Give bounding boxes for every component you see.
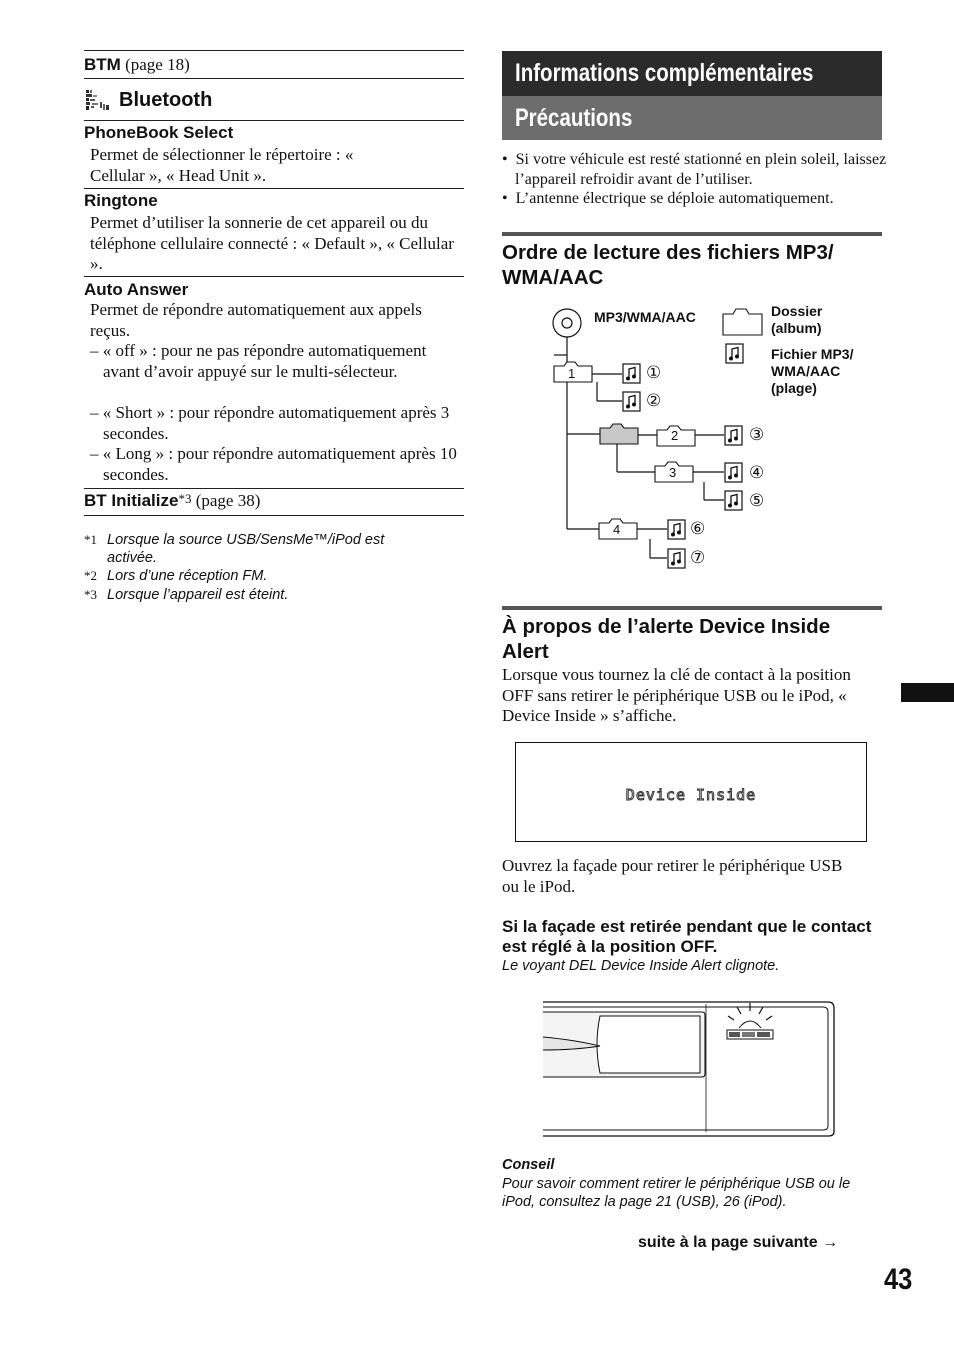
section-title: Précautions [515, 104, 633, 132]
phonebook-term: PhoneBook Select [84, 123, 234, 142]
folder-number: 4 [613, 522, 621, 537]
music-file-icon [725, 463, 742, 482]
footnote-text: Lorsque l’appareil est éteint. [107, 587, 289, 603]
track-number: ⑦ [690, 548, 706, 567]
legend-file-line: (plage) [771, 380, 817, 396]
continued-note [638, 1234, 838, 1252]
legend-folder-icon [723, 309, 762, 335]
arrow-right-icon: → [822, 1234, 839, 1251]
footnote-ref: *3 [178, 491, 192, 506]
page-number: 43 [884, 1263, 913, 1296]
diagram-root-label: MP3/WMA/AAC [594, 309, 696, 325]
footnote-mark: *2 [84, 568, 97, 583]
footnote [84, 567, 464, 585]
track-number: ② [646, 391, 662, 410]
auto-answer-term: Auto Answer [84, 280, 189, 299]
auto-answer-option: – « off » : pour ne pas répondre automatiquement avant d’avoir appuyé sur le multi-sélecteur. [90, 341, 427, 381]
faceplate-subheading: Si la façade est retirée pendant que le contact est réglé à la position OFF. [502, 917, 872, 956]
section-rule [502, 606, 882, 610]
ringtone-term: Ringtone [84, 191, 158, 210]
after-lcd-text: Ouvrez la façade pour retirer le périphérique USB ou le iPod. [502, 856, 843, 896]
section-rule [502, 232, 882, 236]
bt-initialize-entry [84, 491, 260, 511]
legend-file-line: Fichier MP3/ [771, 346, 854, 362]
track-number: ⑥ [690, 519, 706, 538]
rule [84, 488, 464, 489]
legend-file-label [771, 346, 853, 397]
lcd-display [515, 742, 867, 842]
bullet-item: • Si votre véhicule est resté stationné en plein soleil, laissez l’appareil refroidir avant de l’utiliser. [502, 151, 887, 188]
tip-title: Conseil [502, 1157, 555, 1173]
head-unit-illustration [540, 998, 840, 1140]
footnote [84, 586, 464, 604]
bluetooth-icon [86, 90, 110, 117]
folder-number: 3 [669, 465, 677, 480]
bullet-text: L’antenne électrique se déploie automatiquement. [515, 190, 834, 207]
rule [84, 78, 464, 79]
track-number: ① [646, 363, 662, 382]
bullet-item: • L’antenne électrique se déploie automatiquement. [502, 190, 834, 207]
mp3-order-heading: Ordre de lecture des fichiers MP3/ WMA/AAC [502, 241, 834, 289]
thumb-index-tab [901, 683, 954, 702]
faceplate-subtext: Le voyant DEL Device Inside Alert clignote. [502, 958, 780, 974]
playback-order-diagram [540, 300, 890, 585]
footnote-text: Lors d’une réception FM. [107, 568, 268, 584]
legend-folder-line: (album) [771, 320, 822, 336]
alert-body: Lorsque vous tournez la clé de contact à la position OFF sans retirer le périphérique USB ou le iPod, « Device Inside » s’affiche. [502, 665, 851, 725]
rule [84, 50, 464, 51]
music-file-icon [623, 392, 640, 411]
folder-number: 1 [568, 366, 576, 381]
lcd-text: Device Inside [625, 786, 757, 804]
legend-folder-label [771, 303, 822, 337]
auto-answer-desc: Permet de répondre automatiquement aux appels reçus. [90, 300, 422, 340]
rule [84, 120, 464, 121]
auto-answer-option: – « Long » : pour répondre automatiquement après 10 secondes. [90, 444, 457, 484]
btm-ref: (page 18) [120, 55, 190, 74]
bluetooth-heading: Bluetooth [119, 89, 213, 111]
alert-heading: À propos de l’alerte Device Inside Alert [502, 615, 831, 663]
bt-initialize-ref: (page 38) [191, 491, 261, 510]
rule [84, 276, 464, 277]
auto-answer-option: – « Short » : pour répondre automatiquement après 3 secondes. [90, 403, 450, 443]
rule [84, 515, 464, 516]
btm-entry [84, 55, 190, 75]
ringtone-desc: Permet d’utiliser la sonnerie de cet appareil ou du téléphone cellulaire connecté : « Default », « Cellular ». [90, 213, 454, 273]
chapter-title: Informations complémentaires [515, 59, 814, 87]
rule [84, 188, 464, 189]
tip-body: Pour savoir comment retirer le périphérique USB ou le iPod, consultez la page 21 (USB), 26 (iPod). [502, 1176, 851, 1210]
footnote-mark: *1 [84, 532, 97, 547]
music-file-icon [725, 426, 742, 445]
legend-file-line: WMA/AAC [771, 363, 841, 379]
bullet-text: Si votre véhicule est resté stationné en plein soleil, laissez l’appareil refroidir avant de l’utiliser. [515, 151, 887, 188]
music-file-icon [623, 364, 640, 383]
folder-number: 2 [671, 428, 679, 443]
music-file-icon [668, 520, 685, 539]
legend-file-icon [726, 344, 743, 363]
music-file-icon [725, 491, 742, 510]
bt-initialize-term: BT Initialize [84, 491, 179, 510]
footnote [84, 531, 464, 567]
phonebook-desc: Permet de sélectionner le répertoire : « Cellular », « Head Unit ». [90, 145, 354, 185]
footnote-text: Lorsque la source USB/SensMe™/iPod est activée. [107, 532, 385, 566]
legend-folder-line: Dossier [771, 303, 823, 319]
track-number: ⑤ [749, 491, 765, 510]
music-file-icon [668, 549, 685, 568]
track-number: ③ [749, 425, 765, 444]
footnote-mark: *3 [84, 587, 97, 602]
folder-icon [600, 424, 638, 444]
chapter-title-bar [502, 51, 882, 96]
continued-text: suite à la page suivante [638, 1234, 818, 1251]
section-title-bar [502, 96, 882, 140]
track-number: ④ [749, 463, 765, 482]
btm-term: BTM [84, 55, 121, 74]
